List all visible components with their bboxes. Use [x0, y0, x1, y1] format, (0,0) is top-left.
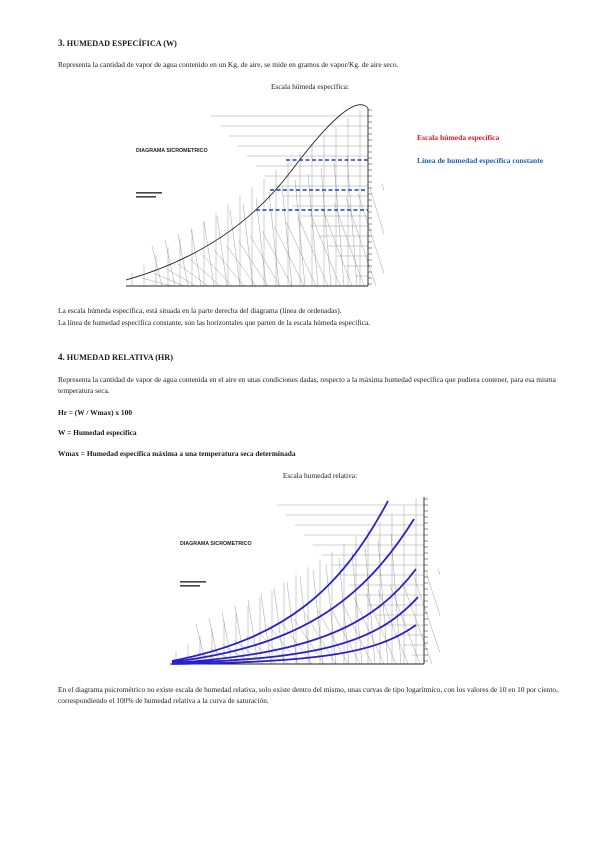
- figure-1-caption: Escala húmeda específica:: [271, 82, 349, 91]
- psychrometric-chart-relative-humidity: [166, 489, 440, 671]
- section-3-paragraph-1: La escala húmeda específica, está situada en la parte derecha del diagrama (línea de ordenadas).: [58, 306, 342, 315]
- definition-w: W = Humedad específica: [58, 428, 137, 437]
- section-3-heading: [58, 38, 177, 48]
- chart-1-title: DIAGRAMA SICROMETRICO: [136, 148, 208, 154]
- section-4-intro: Representa la cantidad de vapor de agua contenida en el aire en unas condiciones dadas, respecto a la máxima humedad específica que pudiera contener, para esa misma temperatura seca.: [58, 375, 556, 395]
- section-4-number: 4.: [58, 352, 65, 362]
- legend-constant-humidity-line: Línea de humedad específica constante: [417, 156, 544, 165]
- psychrometric-chart-specific-humidity: [122, 100, 384, 290]
- chart-1-caption-line: [136, 192, 162, 194]
- chart-2-caption-line: [180, 581, 206, 583]
- section-3-title: HUMEDAD ESPECÍFICA (W): [66, 39, 177, 48]
- definition-wmax: Wmax = Humedad específica máxima a una temperatura seca determinada: [58, 449, 296, 458]
- chart-1-caption-line: [136, 196, 156, 198]
- section-4-title: HUMEDAD RELATIVA (HR): [66, 353, 173, 362]
- section-4-heading: [58, 352, 173, 362]
- legend-specific-humidity-scale: Escala húmeda específica: [417, 133, 500, 142]
- figure-2-caption: Escala humedad relativa:: [282, 471, 358, 480]
- chart-2-caption-line: [180, 585, 200, 587]
- section-3-paragraph-2: La línea de humedad específica constante, son las horizontales que parten de la escala húmeda específica.: [58, 318, 371, 327]
- section-3-number: 3.: [58, 38, 65, 48]
- chart-2-title: DIAGRAMA SICROMETRICO: [180, 541, 252, 547]
- section-3-intro: Representa la cantidad de vapor de agua contenido en un Kg. de aire, se mide en gramos de vapor/Kg. de aire seco.: [58, 60, 399, 69]
- formula-hr: Hr = (W / Wmax) x 100: [58, 408, 133, 417]
- section-4-paragraph: En el diagrama psicrométrico no existe escala de humedad relativa, solo existe dentro del mismo, unas curvas de tipo logarítmico, con los valores de 10 en 10 por ciento, correspondiendo el 100% de humedad relativa a la curva de saturación.: [58, 685, 558, 705]
